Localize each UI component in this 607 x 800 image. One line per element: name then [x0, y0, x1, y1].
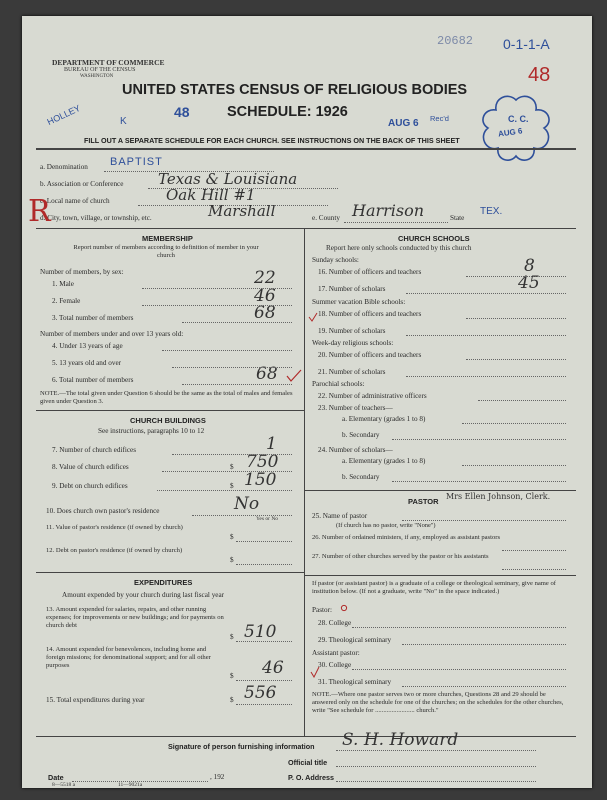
pastor-heading-annotation: Mrs Ellen Johnson, Clerk. — [446, 492, 551, 501]
q26-label: 26. Number of ordained ministers, if any, employed as assistant pastors — [312, 534, 501, 541]
check-mark-icon — [310, 666, 320, 678]
q9-label: 9. Debt on church edifices — [52, 482, 128, 490]
q18-label: 18. Number of officers and teachers — [318, 310, 422, 318]
yes-no-hint: Yes or No — [256, 516, 279, 522]
buildings-intro: See instructions, paragraphs 10 to 12 — [98, 427, 205, 435]
q6-total-label: 6. Total number of members — [52, 376, 134, 384]
membership-note: NOTE.—The total given under Question 6 should be the same as the total of males and females given under Question 3. — [40, 390, 293, 405]
classification-code: 0-1-1-A — [503, 36, 550, 52]
cc-label: C. C. — [508, 114, 529, 124]
denomination-label: a. Denomination — [40, 163, 88, 171]
q22-label: 22. Number of administrative officers — [318, 392, 427, 400]
po-address-label: P. O. Address — [288, 773, 334, 782]
red-number-annotation: 48 — [528, 64, 551, 86]
denomination-value: BAPTIST — [110, 156, 163, 168]
q1-male-label: 1. Male — [52, 280, 74, 288]
q14-label: 14. Amount expended for benevolences, including home and foreign missions; for denominational support; and for all other purposes — [46, 646, 211, 669]
q21-label: 21. Number of scholars — [318, 368, 386, 376]
blue-stamp-number: 48 — [174, 104, 190, 120]
q23a-label: a. Elementary (grades 1 to 8) — [342, 415, 426, 423]
q19-label: 19. Number of scholars — [318, 327, 386, 335]
state-value: TEX. — [480, 206, 503, 217]
form-number: 8—5518 a — [52, 782, 76, 788]
received-stamp: Rec'd — [430, 114, 449, 123]
date-label: Date — [48, 773, 64, 782]
association-label: b. Association or Conference — [40, 180, 124, 188]
q11-label: 11. Value of pastor's residence (if owned by church) — [46, 524, 183, 531]
q7-label: 7. Number of church edifices — [52, 446, 137, 454]
holley-stamp: HOLLEY — [45, 102, 82, 128]
q8-label: 8. Value of church edifices — [52, 463, 129, 471]
q25-label: 25. Name of pastor — [312, 512, 368, 520]
q29-label: 29. Theological seminary — [318, 636, 392, 644]
q1-male-value: 22 — [254, 268, 276, 288]
pastor-heading: PASTOR — [408, 497, 439, 506]
q9-value: 150 — [244, 470, 277, 490]
serial-number-stamp: 20682 — [437, 34, 474, 48]
assistant-pastor-subheading: Assistant pastor: — [312, 649, 360, 657]
state-label: State — [450, 214, 465, 222]
q31-label: 31. Theological seminary — [318, 678, 392, 686]
q13-label: 13. Amount expended for salaries, repairs, and other running expenses; for improvements or new buildings; and for payments on church debt — [46, 606, 224, 629]
check-mark-icon — [308, 312, 318, 322]
summer-schools-label: Summer vacation Bible schools: — [312, 298, 406, 306]
page-title: UNITED STATES CENSUS OF RELIGIOUS BODIES — [122, 82, 468, 98]
expenditures-intro: Amount expended by your church during last fiscal year — [62, 591, 225, 599]
q12-dollar: $ — [230, 556, 234, 564]
membership-heading: MEMBERSHIP — [142, 234, 193, 243]
weekday-schools-label: Week-day religious schools: — [312, 339, 394, 347]
q17-label: 17. Number of scholars — [318, 285, 386, 293]
q16-value: 8 — [524, 256, 535, 276]
graduate-instructions: If pastor (or assistant pastor) is a graduate of a college or theological seminary, give name of institution below. (If not a graduate, write "No" in the space indicated.) — [312, 580, 557, 595]
schools-intro: Report here only schools conducted by this church — [326, 244, 472, 252]
city-label: WASHINGTON — [80, 74, 114, 79]
q25-hint: (If church has no pastor, write "None") — [336, 522, 436, 529]
q24-label: 24. Number of scholars— — [318, 446, 393, 454]
date-year: , 192 — [210, 773, 225, 781]
q2-female-value: 46 — [254, 286, 276, 306]
q24b-label: b. Secondary — [342, 473, 380, 481]
sunday-schools-label: Sunday schools: — [312, 256, 359, 264]
church-name-label: c. Local name of church — [40, 197, 110, 205]
q14-value: 46 — [262, 658, 284, 678]
circle-mark-icon — [340, 604, 348, 612]
signature-value: S. H. Howard — [342, 730, 459, 750]
q13-dollar: $ — [230, 633, 234, 641]
q15-value: 556 — [244, 683, 277, 703]
census-schedule-sheet — [22, 16, 592, 788]
q2-female-label: 2. Female — [52, 297, 81, 305]
q15-label: 15. Total expenditures during year — [46, 696, 145, 704]
q11-dollar: $ — [230, 533, 234, 541]
members-by-sex-label: Number of members, by sex: — [40, 268, 124, 276]
city-value: Marshall — [208, 202, 276, 220]
q8-value: 750 — [246, 452, 279, 472]
q12-label: 12. Debt on pastor's residence (if owned by church) — [46, 547, 183, 554]
members-age-label: Number of members under and over 13 years old: — [40, 330, 184, 338]
department-label: DEPARTMENT OF COMMERCE — [52, 58, 165, 67]
q30-label: 30. College — [318, 661, 352, 669]
q10-label: 10. Does church own pastor's residence — [46, 507, 160, 515]
form-number-2: 11—9021a — [118, 782, 143, 788]
signature-label: Signature of person furnishing information — [168, 742, 315, 751]
q6-total-value: 68 — [256, 364, 278, 384]
bureau-label: BUREAU OF THE CENSUS — [64, 67, 136, 73]
instruction-banner: FILL OUT A SEPARATE SCHEDULE FOR EACH CHURCH. SEE INSTRUCTIONS ON THE BACK OF THIS SHEET — [84, 136, 460, 145]
q17-value: 45 — [518, 273, 540, 293]
city-town-label: d. City, town, village, or township, etc. — [40, 214, 152, 222]
q16-label: 16. Number of officers and teachers — [318, 268, 422, 276]
county-label: e. County — [312, 214, 340, 222]
schedule-title: SCHEDULE: 1926 — [227, 104, 348, 120]
county-value: Harrison — [352, 201, 425, 220]
schools-heading: CHURCH SCHOOLS — [398, 234, 470, 243]
pastor-subheading: Pastor: — [312, 606, 332, 614]
check-mark-icon — [286, 369, 302, 383]
pastor-note: NOTE.—Where one pastor serves two or more churches, Questions 28 and 29 should be answered only on the schedule for one of the churches; on the schedules for the other churches, write "See schedule for ........................ church." — [312, 691, 564, 714]
q3-total-label: 3. Total number of members — [52, 314, 134, 322]
q5-13plus-label: 5. 13 years old and over — [52, 359, 122, 367]
official-title-label: Official title — [288, 758, 328, 767]
q15-dollar: $ — [230, 696, 234, 704]
q7-value: 1 — [266, 434, 277, 454]
membership-intro: Report number of members according to definition of member in your church — [73, 244, 259, 259]
k-stamp: K — [120, 116, 127, 127]
church-name-value: Oak Hill #1 — [166, 186, 256, 204]
q27-label: 27. Number of other churches served by the pastor or his assistants — [312, 553, 489, 560]
q8-dollar: $ — [230, 463, 234, 471]
q9-dollar: $ — [230, 482, 234, 490]
red-r-annotation: R — [28, 194, 51, 229]
cc-date: AUG 6 — [497, 126, 523, 139]
q10-value: No — [234, 494, 260, 514]
q4-under13-label: 4. Under 13 years of age — [52, 342, 123, 350]
date-stamp: AUG 6 — [388, 118, 419, 129]
q23b-label: b. Secondary — [342, 431, 380, 439]
q23-label: 23. Number of teachers— — [318, 404, 393, 412]
buildings-heading: CHURCH BUILDINGS — [130, 416, 206, 425]
q20-label: 20. Number of officers and teachers — [318, 351, 422, 359]
q14-dollar: $ — [230, 672, 234, 680]
q28-label: 28. College — [318, 619, 352, 627]
q3-total-value: 68 — [254, 303, 276, 323]
expenditures-heading: EXPENDITURES — [134, 578, 193, 587]
association-value: Texas & Louisiana — [158, 170, 298, 188]
q13-value: 510 — [244, 622, 277, 642]
parochial-schools-label: Parochial schools: — [312, 380, 365, 388]
q24a-label: a. Elementary (grades 1 to 8) — [342, 457, 426, 465]
